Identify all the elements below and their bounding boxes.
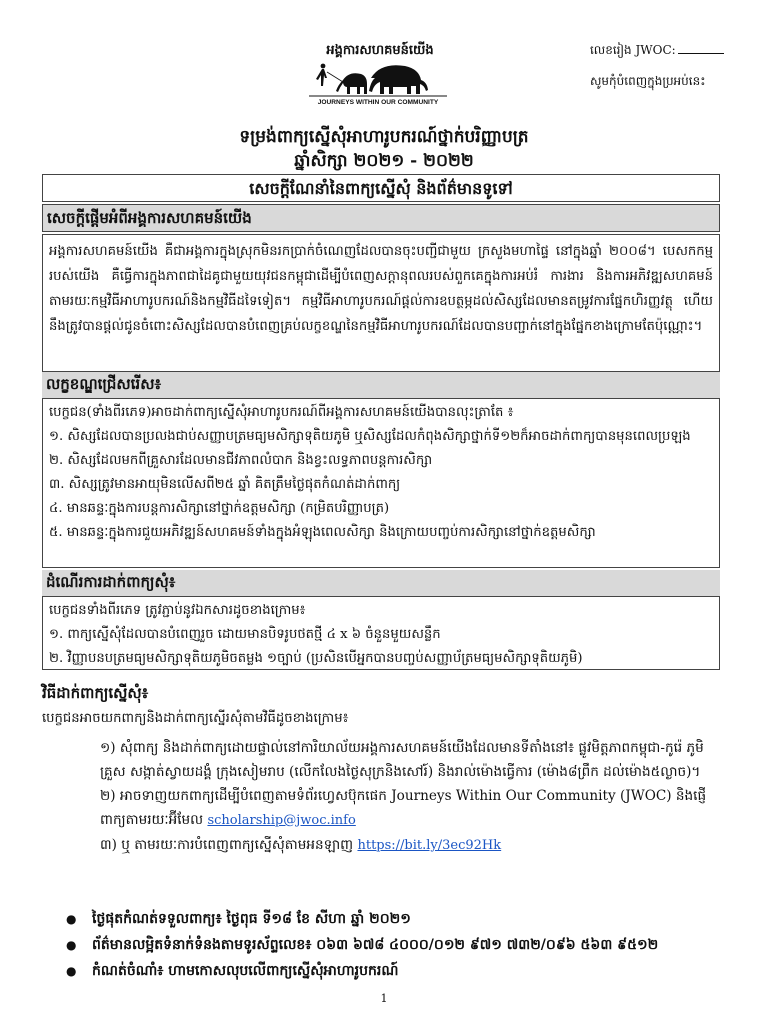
reference-number-field bbox=[590, 42, 724, 60]
process-intro: បេក្ខជនទាំងពីរភេទ ត្រូវភ្ជាប់នូវឯកសារដូចខាងក្រោម៖ bbox=[49, 603, 306, 618]
criteria-box bbox=[42, 398, 720, 568]
criteria-item: ៤. មានឆន្ទៈក្នុងការបន្តការសិក្សានៅថ្នាក់ឧត្ដមសិក្សា (កម្រិតបរិញ្ញាបត្រ) bbox=[49, 501, 390, 516]
process-heading: ដំណើរការដាក់ពាក្យសុំ៖ bbox=[42, 570, 720, 596]
note-text: កំណត់ចំណាំ៖ ហាមកោសលុបលើពាក្យស្នើសុំអាហារូបករណ៍ bbox=[92, 963, 399, 979]
org-name: អង្គការសហគមន៍យើង bbox=[326, 43, 434, 58]
submit-step-1: ១) សុំពាក្យ និងដាក់ពាក្យដោយផ្ទាល់នៅការិយាល័យអង្គការសហគមន៍យើងដែលមានទីតាំងនៅ៖ ផ្លូវមិត្តភាពកម្ពុជា-កូរ៉េ ភូមិគ្រួស សង្កាត់ស្វាយដង្គំ ក្រុងសៀមរាប (លើកលែងថ្ងៃសុក្រនិងសៅរ៍) និងរាល់ម៉ោងធ្វើការ (ម៉ោង៨ព្រឹក ដល់ម៉ោង៥ល្ងាច)។ bbox=[100, 740, 704, 780]
page-number: 1 bbox=[380, 992, 388, 1005]
process-item: ១. ពាក្យស្នើសុំដែលបានបំពេញរួច ដោយមានបិទរូបថតថ្មី ៤ x ៦ ចំនួនមួយសន្លឹក bbox=[49, 627, 441, 642]
criteria-item: ៣. សិស្សត្រូវមានអាយុមិនលើសពី២៥ ឆ្នាំ គិតត្រឹមថ្ងៃផុតកំណត់ដាក់ពាក្យ bbox=[49, 477, 401, 492]
note-deadline bbox=[66, 906, 726, 932]
about-heading: សេចក្ដីផ្ដើមអំពីអង្គការសហគមន៍យើង bbox=[42, 204, 720, 232]
bullet-icon: ● bbox=[66, 964, 77, 978]
submit-heading: វិធីដាក់ពាក្យស្នើសុំ៖ bbox=[42, 684, 149, 702]
criteria-item: ២. សិស្សដែលមកពីគ្រួសារដែលមានជីវភាពលំបាក និងខ្វះលទ្ធភាពបន្តការសិក្សា bbox=[49, 453, 433, 468]
office-use-note: សូមកុំបំពេញក្នុងប្រអប់នេះ bbox=[590, 74, 706, 88]
reference-label: លេខរៀង JWOC: bbox=[590, 43, 676, 57]
note-contact bbox=[66, 932, 726, 958]
email-link[interactable]: scholarship@jwoc.info bbox=[207, 813, 356, 828]
form-title: ទម្រង់ពាក្យស្នើសុំអាហារូបករណ៍ថ្នាក់បរិញ្ញាបត្រ bbox=[239, 127, 529, 147]
bullet-icon: ● bbox=[66, 938, 77, 952]
submit-intro: បេក្ខជនអាចយកពាក្យនិងដាក់ពាក្យស្នើរសុំតាមវិធីដូចខាងក្រោម៖ bbox=[42, 711, 349, 726]
process-box bbox=[42, 596, 720, 670]
svg-text:JOURNEYS WITHIN OUR COMMUNITY: JOURNEYS WITHIN OUR COMMUNITY bbox=[317, 99, 439, 106]
academic-year: ឆ្នាំសិក្សា ២០២១ - ២០២២ bbox=[294, 151, 474, 171]
process-item: ២. វិញ្ញាបនបត្រមធ្យមសិក្សាទុតិយភូមិចតម្លង ១ច្បាប់ (ប្រសិនបើអ្នកបានបញ្ចប់សញ្ញាប័ត្រមធ្យមសិក្សាទុតិយភូមិ) bbox=[49, 651, 583, 666]
submit-step-2 bbox=[100, 784, 720, 833]
jwoc-logo bbox=[305, 56, 451, 106]
about-paragraph: អង្គការសហគមន៍យើង គឺជាអង្គការក្នុងស្រុកមិនរកប្រាក់ចំណេញដែលបានចុះបញ្ជីជាមួយ ក្រសួងមហាផ្ទៃ នៅក្នុងឆ្នាំ ២០០៨។ បេសកកម្មរបស់យើង គឺធ្វើការក្នុងភាពជាដៃគូជាមួយយុវជនកម្ពុជាដើម្បីបំពេញសក្ដានុពលរបស់ពួកគេក្នុងការអប់រំ ការងារ និងការអភិវឌ្ឍសហគមន៍តាមរយៈកម្មវិធីអាហារូបករណ៍និងកម្មវិធីដទៃទៀត។ កម្មវិធីអាហារូបករណ៍ផ្ដល់ការឧបត្ថម្ភដល់សិស្សដែលមានតម្រូវការផ្នែកហិរញ្ញវត្ថុ ហើយនឹងត្រូវបានផ្ដល់ជូនចំពោះសិស្សដែលបានបំពេញគ្រប់លក្ខខណ្ឌនៃកម្មវិធីអាហារូបករណ៍ដែលបានបញ្ជាក់នៅក្នុងផ្នែកខាងក្រោមតែប៉ុណ្ណោះ។ bbox=[42, 234, 720, 372]
bullet-icon: ● bbox=[66, 912, 77, 926]
note-warning bbox=[66, 958, 726, 984]
reference-blank bbox=[678, 53, 724, 54]
submit-step-3 bbox=[100, 833, 720, 858]
notes-list bbox=[66, 906, 726, 984]
online-form-link[interactable]: https://bit.ly/3ec92Hk bbox=[357, 838, 502, 853]
note-text: ព័ត៌មានលម្អិតទំនាក់ទំនងតាមទូរស័ព្ទលេខ៖ ០៦៣ ៦៧៨ ៤០០០/០១២ ៩៧១ ៧៣២/០៩៦ ៥៦៣ ៩៥១២ bbox=[92, 937, 659, 953]
note-text: ថ្ងៃផុតកំណត់ទទួលពាក្យ៖ ថ្ងៃពុធ ទី១៨ ខែ សីហា ឆ្នាំ ២០២១ bbox=[92, 911, 411, 927]
criteria-heading: លក្ខខណ្ឌជ្រើសរើស៖ bbox=[42, 372, 720, 398]
submit-step-3-text: ៣) ឬ តាមរយៈការបំពេញពាក្យស្នើសុំតាមអនឡាញ bbox=[100, 837, 354, 853]
criteria-intro: បេក្ខជន(ទាំងពីរភេទ)អាចដាក់ពាក្យស្នើសុំអាហារូបករណ៍ពីអង្គការសហគមន៍យើងបានលុះត្រាតែ ៖ bbox=[49, 405, 514, 420]
submit-steps bbox=[100, 736, 720, 858]
section-title: សេចក្ដីណែនាំនៃពាក្យស្នើសុំ និងព័ត៌មានទូទៅ bbox=[42, 174, 720, 202]
criteria-item: ៥. មានឆន្ទៈក្នុងការជួយអភិវឌ្ឍន៍សហគមន៍ទាំងក្នុងអំឡុងពេលសិក្សា និងក្រោយបញ្ចប់ការសិក្សានៅថ្នាក់ឧត្តមសិក្សា bbox=[49, 525, 596, 540]
submit-step-2-text: ២) អាចទាញយកពាក្យដើម្បីបំពេញតាមទំព័រហ្វេសប៊ុកផេក Journeys Within Our Community (JWOC) និងផ្ញើពាក្យតាមរយៈអ៊ីមែល bbox=[100, 788, 707, 828]
criteria-item: ១. សិស្សដែលបានប្រលងជាប់សញ្ញាបត្រមធ្យមសិក្សាទុតិយភូមិ ឬសិស្សដែលកំពុងសិក្សាថ្នាក់ទី១២ក៏អាចដាក់ពាក្យបានមុនពេលប្រឡង bbox=[49, 429, 691, 444]
